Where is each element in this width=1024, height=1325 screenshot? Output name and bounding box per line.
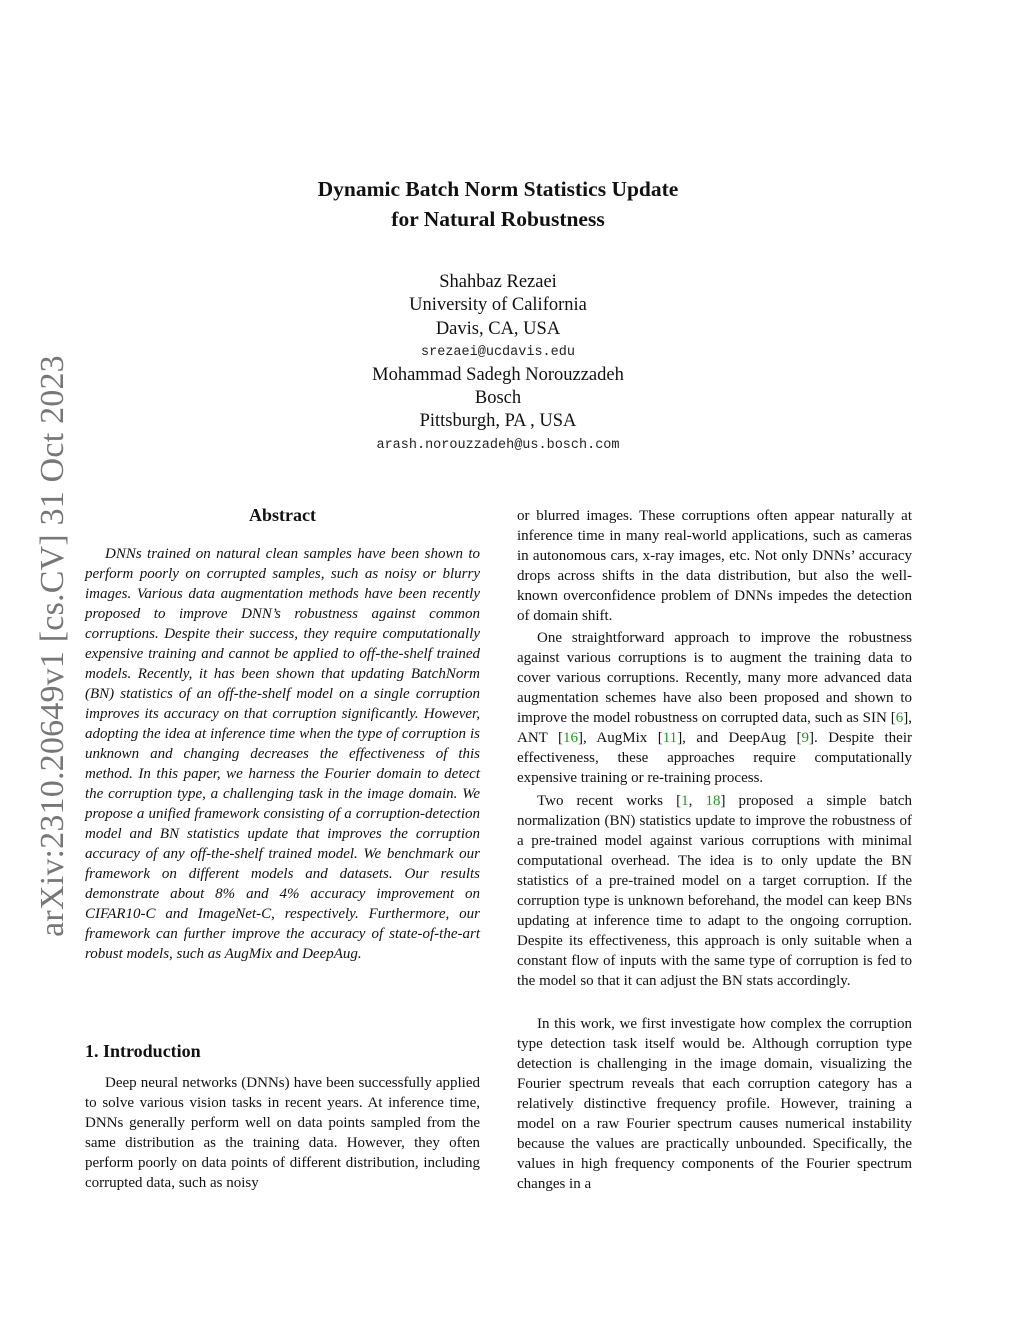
author-2-name: Mohammad Sadegh Norouzzadeh — [372, 364, 624, 385]
arxiv-identifier: arXiv:2310.20649v1 [cs.CV] 31 Oct 2023 — [34, 355, 71, 937]
p2-text-b: ], ANT [ — [517, 710, 912, 746]
intro-paragraph-1: Deep neural networks (DNNs) have been successfully applied to solve various vision tasks in recent years. At inference time, DNNs generally perform well on data points sampled from the same distribution as the training data. However, they often perform poorly on data points of different distribution, including corrupted data, such as noisy — [85, 1075, 480, 1191]
author-block — [150, 271, 846, 457]
p2-text-d: ], and DeepAug [ — [677, 730, 802, 746]
citation-link[interactable]: 16 — [563, 730, 579, 746]
author-1-affiliation: University of California — [409, 295, 587, 316]
citation-link[interactable]: 9 — [801, 730, 809, 746]
p3-text-a: Two recent works [ — [537, 793, 682, 809]
author-2-location: Pittsburgh, PA , USA — [419, 411, 577, 432]
title-line-1: Dynamic Batch Norm Statistics Update — [317, 177, 679, 201]
abstract-text: DNNs trained on natural clean samples have been shown to perform poorly on corrupted samples, such as noisy or blurry images. Various data augmentation methods have been recently proposed to improve DNN’s robustness against common corruptions. Despite their success, they require computationally expensive training and cannot be applied to off-the-shelf trained models. Recently, it has been shown that updating BatchNorm (BN) statistics of an off-the-shelf model on a single corruption improves its accuracy on that corruption significantly. However, adopting the idea at inference time when the type of corruption is unknown and changing decreases the effectiveness of this method. In this paper, we harness the Fourier domain to detect the corruption type, a challenging task in the image domain. We propose a unified framework consisting of a corruption-detection model and BN statistics update that improves the corruption accuracy of any off-the-shelf trained model. We benchmark our framework on different models and datasets. Our results demonstrate about 8% and 4% accuracy improvement on CIFAR10-C and ImageNet-C, respectively. Furthermore, our framework can further improve the accuracy of state-of-the-art robust models, such as AugMix and DeepAug. — [85, 546, 480, 962]
citation-link[interactable]: 6 — [895, 710, 904, 726]
p3-separator: , — [688, 793, 706, 809]
intro-paragraph-1-continued: or blurred images. These corruptions often appear naturally at inference time in many real-world applications, such as cameras in autonomous cars, x-ray images, etc. Not only DNNs’ accuracy drops across shifts in the data distribution, but also the well-known overconfidence problem of DNNs impedes the detection of domain shift. — [517, 508, 912, 624]
p2-text-c: ], AugMix [ — [578, 730, 663, 746]
author-2-email[interactable]: arash.norouzzadeh@us.bosch.com — [376, 437, 620, 453]
citation-link[interactable]: 18 — [705, 793, 721, 809]
introduction-heading: 1. Introduction — [85, 1041, 201, 1061]
author-1-location: Davis, CA, USA — [435, 318, 561, 339]
author-1-email[interactable]: srezaei@ucdavis.edu — [421, 344, 575, 360]
p2-text-e: ]. Despite their effectiveness, these approaches require computationally expensive training or re-training process. — [517, 730, 912, 786]
p3-text-b: ] proposed a simple batch normalization (BN) statistics update to improve the robustness of a pre-trained model against various corruptions with minimal computational overhead. The idea is to only update the BN statistics of a pre-trained model on a target corruption. If the corruption type is unknown beforehand, the model can keep BNs updating at inference time to adapt to the ongoing corruption. Despite its effectiveness, this approach is only suitable when a constant flow of inputs with the same type of corruption is fed to the model so that it can adjust the BN stats accordingly. — [517, 793, 912, 989]
p2-text-a: One straightforward approach to improve the robustness against various corruptions is to augment the training data to cover various corruptions. Recently, many more advanced data augmentation schemes have also been proposed and shown to improve the model robustness on corrupted data, such as SIN [ — [517, 630, 912, 726]
author-1-name: Shahbaz Rezaei — [439, 272, 557, 292]
citation-link[interactable]: 11 — [662, 730, 678, 746]
intro-paragraph-3 — [517, 791, 912, 991]
abstract-heading: Abstract — [249, 505, 316, 525]
title-line-2: for Natural Robustness — [391, 207, 605, 231]
citation-link[interactable]: 1 — [681, 793, 689, 809]
paper-title — [150, 174, 846, 234]
intro-paragraph-2 — [517, 628, 912, 788]
author-2-affiliation: Bosch — [474, 388, 522, 409]
intro-paragraph-4: In this work, we first investigate how complex the corruption type detection task itself would be. Although corruption type detection is challenging in the image domain, visualizing the Fourier spectrum reveals that each corruption category has a relatively distinctive frequency profile. However, training a model on a raw Fourier spectrum causes numerical instability because the values are practically unbounded. Specifically, the values in high frequency components of the Fourier spectrum changes in a — [517, 1016, 912, 1192]
